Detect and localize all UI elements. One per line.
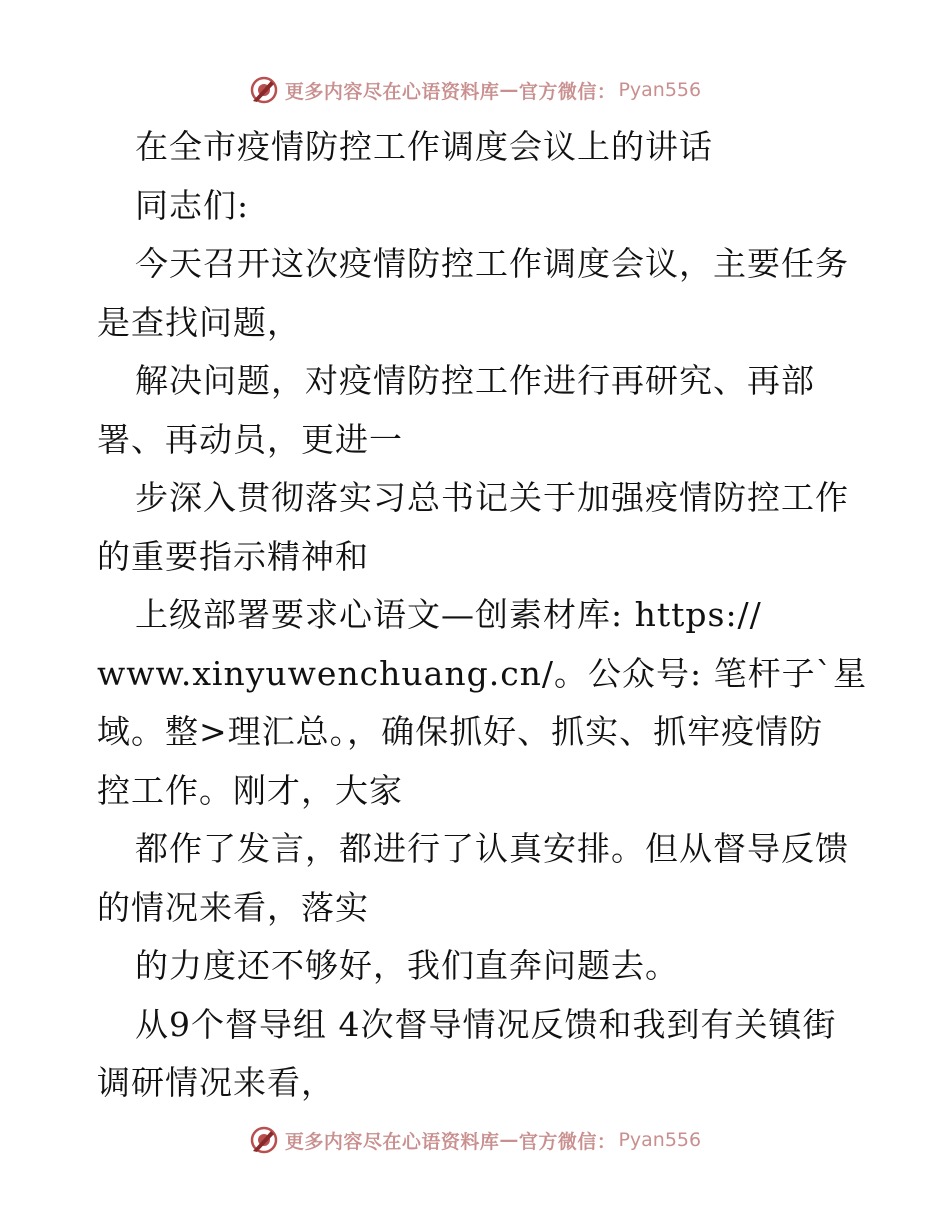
text-line: www.xinyuwenchuang.cn/。公众号: 笔杆子`星 — [97, 653, 868, 693]
text-line: 控工作。刚才，大家 — [97, 770, 403, 810]
document-body — [97, 118, 868, 1113]
watermark-wechat-label: 官方微信： — [518, 1130, 617, 1153]
text-line: 上级部署要求心语文—创素材库: https:// — [135, 595, 762, 634]
footer-watermark — [0, 1120, 950, 1160]
document-title: 在全市疫情防控工作调度会议上的讲话 — [135, 127, 713, 166]
quill-seal-icon — [249, 75, 279, 105]
watermark-wechat-label: 官方微信： — [518, 80, 617, 103]
text-line: 的情况来看，落实 — [97, 887, 369, 927]
text-line: 从9个督导组 4次督导情况反馈和我到有关镇街 — [135, 1004, 837, 1044]
watermark-wechat-id: Pyan556 — [618, 79, 702, 101]
watermark-separator: — — [499, 1129, 519, 1151]
text-line: 域。整>理汇总。，确保抓好、抓实、抓牢疫情防 — [97, 712, 824, 751]
text-line: 今天召开这次疫情防控工作调度会议，主要任务 — [135, 244, 849, 283]
quill-seal-icon — [249, 1125, 279, 1155]
text-line: 的力度还不够好，我们直奔问题去。 — [135, 946, 679, 985]
text-line: 同志们: — [135, 185, 250, 225]
watermark-separator: — — [499, 79, 519, 101]
text-line: 步深入贯彻落实习总书记关于加强疫情防控工作 — [135, 478, 849, 517]
header-watermark — [0, 70, 950, 110]
paragraph-lines — [97, 177, 868, 1113]
text-line: 是查找问题， — [97, 302, 301, 342]
text-line: 调研情况来看， — [97, 1063, 335, 1102]
text-line: 解决问题，对疫情防控工作进行再研究、再部 — [135, 361, 815, 400]
watermark-brand-text: 更多内容尽在心语资料库 — [284, 1130, 500, 1153]
watermark-brand-text: 更多内容尽在心语资料库 — [284, 80, 500, 103]
text-line: 的重要指示精神和 — [97, 536, 369, 576]
text-line: 都作了发言，都进行了认真安排。但从督导反馈 — [135, 829, 849, 868]
text-line: 署、再动员，更进一 — [97, 419, 403, 459]
watermark-wechat-id: Pyan556 — [618, 1129, 702, 1151]
